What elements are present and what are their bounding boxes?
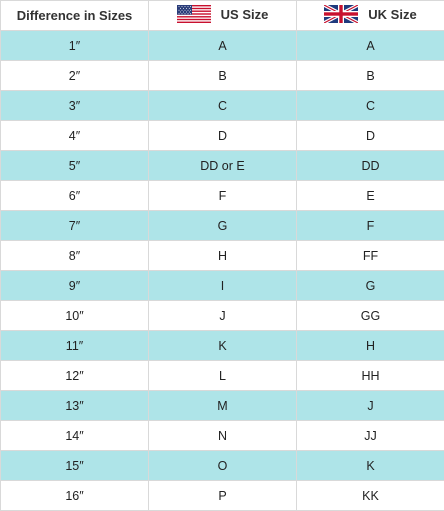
difference-cell: 9″ (1, 271, 149, 301)
table-row (1, 271, 444, 301)
difference-cell: 8″ (1, 241, 149, 271)
table-row (1, 451, 444, 481)
difference-cell: 4″ (1, 121, 149, 151)
uk-size-cell: F (297, 211, 444, 241)
header-difference-label: Difference in Sizes (17, 8, 133, 23)
difference-cell: 14″ (1, 421, 149, 451)
uk-size-cell: B (297, 61, 444, 91)
difference-cell: 7″ (1, 211, 149, 241)
uk-size-cell: KK (297, 481, 444, 511)
us-size-cell: C (149, 91, 297, 121)
us-size-cell: N (149, 421, 297, 451)
uk-size-cell: FF (297, 241, 444, 271)
difference-cell: 12″ (1, 361, 149, 391)
header-us-size-label: US Size (221, 7, 269, 22)
uk-size-cell: A (297, 31, 444, 61)
uk-size-cell: GG (297, 301, 444, 331)
uk-size-cell: D (297, 121, 444, 151)
table-row (1, 481, 444, 511)
uk-size-cell: K (297, 451, 444, 481)
table-header-row (1, 1, 444, 31)
difference-cell: 13″ (1, 391, 149, 421)
header-us-size (149, 1, 297, 31)
us-size-cell: A (149, 31, 297, 61)
table-row (1, 151, 444, 181)
uk-size-cell: JJ (297, 421, 444, 451)
us-size-cell: L (149, 361, 297, 391)
header-uk-size (297, 1, 444, 31)
us-size-cell: B (149, 61, 297, 91)
table-row (1, 31, 444, 61)
uk-size-cell: E (297, 181, 444, 211)
table-row (1, 301, 444, 331)
difference-cell: 3″ (1, 91, 149, 121)
us-size-cell: DD or E (149, 151, 297, 181)
difference-cell: 11″ (1, 331, 149, 361)
us-size-cell: M (149, 391, 297, 421)
us-size-cell: J (149, 301, 297, 331)
us-flag-icon (177, 5, 211, 23)
table-row (1, 211, 444, 241)
uk-flag-icon (324, 5, 358, 23)
us-size-cell: I (149, 271, 297, 301)
header-difference-in-sizes (1, 1, 149, 31)
header-uk-size-label: UK Size (368, 7, 416, 22)
table-row (1, 121, 444, 151)
us-size-cell: K (149, 331, 297, 361)
uk-size-cell: DD (297, 151, 444, 181)
us-size-cell: G (149, 211, 297, 241)
difference-cell: 15″ (1, 451, 149, 481)
difference-cell: 2″ (1, 61, 149, 91)
table-row (1, 421, 444, 451)
table-row (1, 361, 444, 391)
us-size-cell: D (149, 121, 297, 151)
us-size-cell: P (149, 481, 297, 511)
us-size-cell: H (149, 241, 297, 271)
uk-size-cell: G (297, 271, 444, 301)
difference-cell: 16″ (1, 481, 149, 511)
us-size-cell: O (149, 451, 297, 481)
table-row (1, 241, 444, 271)
table-row (1, 181, 444, 211)
table-row (1, 91, 444, 121)
difference-cell: 1″ (1, 31, 149, 61)
difference-cell: 5″ (1, 151, 149, 181)
difference-cell: 6″ (1, 181, 149, 211)
uk-size-cell: H (297, 331, 444, 361)
uk-size-cell: HH (297, 361, 444, 391)
difference-cell: 10″ (1, 301, 149, 331)
uk-size-cell: C (297, 91, 444, 121)
uk-size-cell: J (297, 391, 444, 421)
us-size-cell: F (149, 181, 297, 211)
table-row (1, 61, 444, 91)
table-row (1, 391, 444, 421)
table-row (1, 331, 444, 361)
